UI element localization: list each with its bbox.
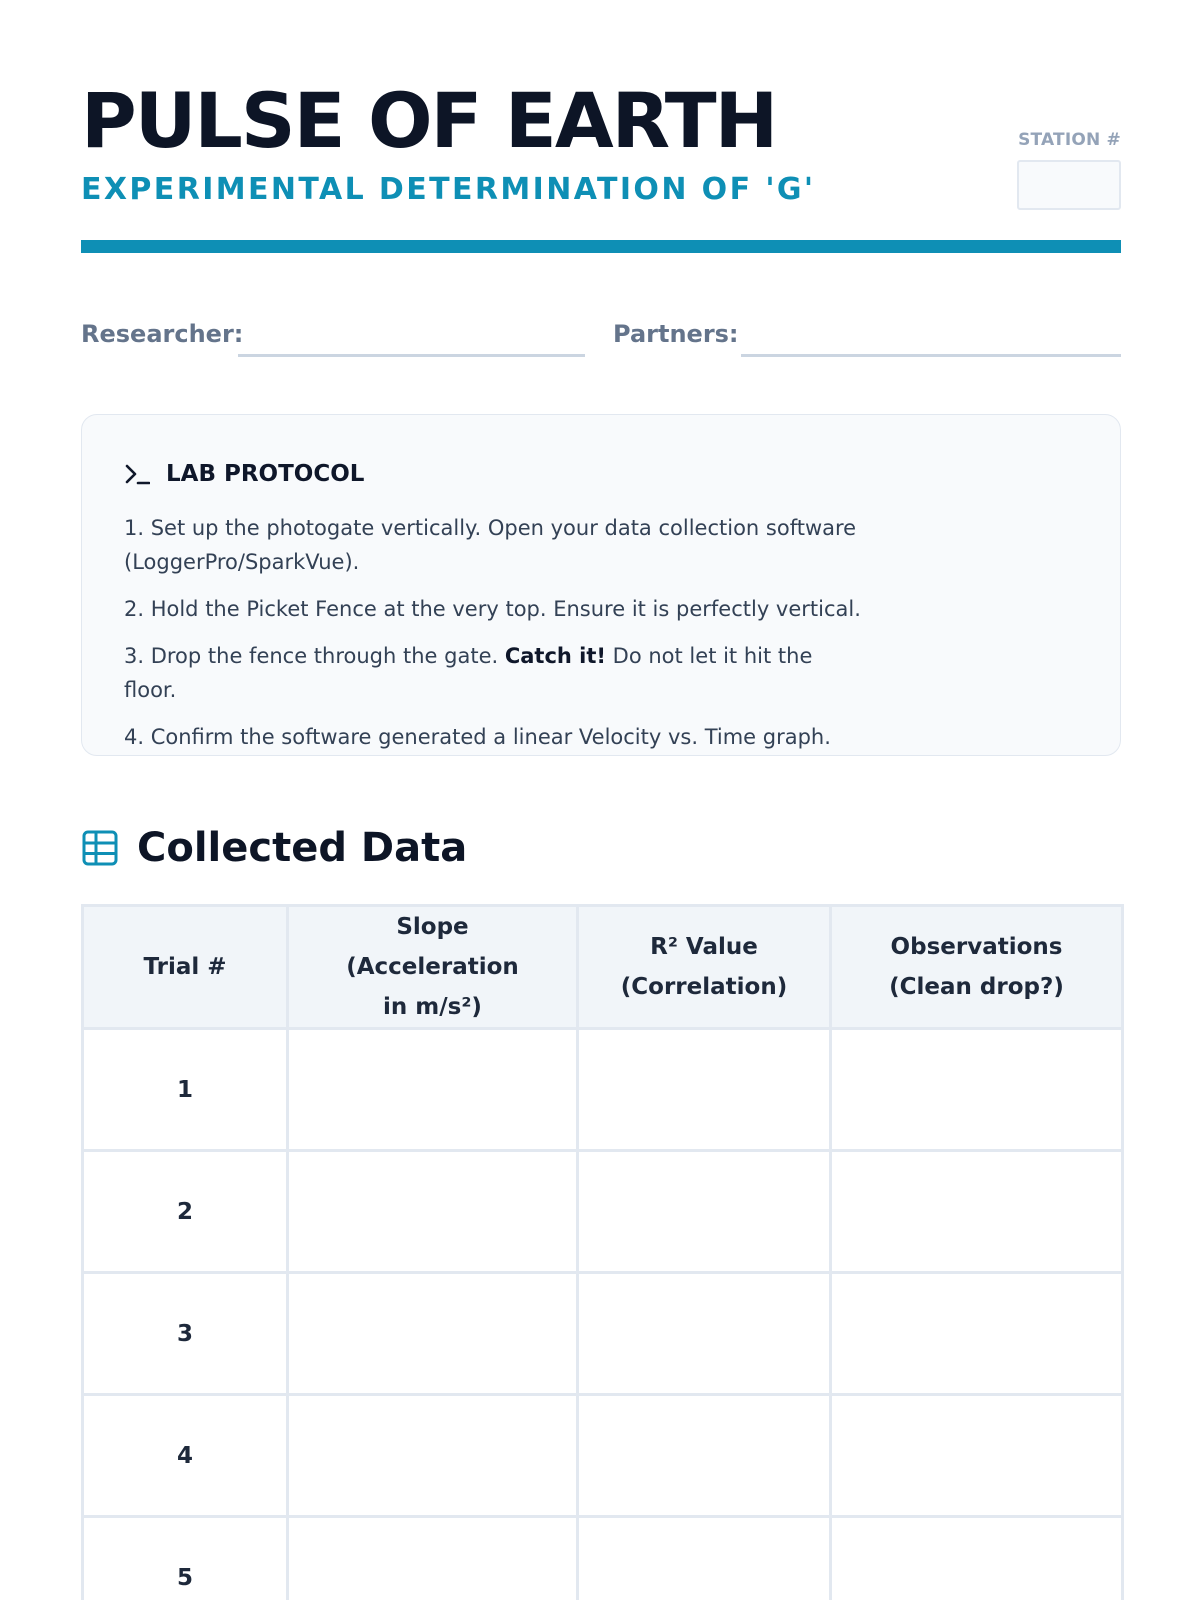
- collected-data-table: [81, 904, 1124, 1600]
- protocol-title: LAB PROTOCOL: [166, 461, 365, 487]
- observations-cell[interactable]: [831, 1151, 1123, 1273]
- partners-label: Partners:: [613, 320, 739, 348]
- observations-cell[interactable]: [831, 1029, 1123, 1151]
- station-number-field[interactable]: [1017, 160, 1121, 210]
- trial-number: 5: [83, 1517, 288, 1600]
- table-row: [83, 1517, 1123, 1600]
- protocol-step-3-emphasis: Catch it!: [504, 644, 606, 668]
- table-row: [83, 1029, 1123, 1151]
- column-header-r2: R² Value (Correlation): [578, 906, 831, 1029]
- r2-cell[interactable]: [578, 1273, 831, 1395]
- page-subtitle: EXPERIMENTAL DETERMINATION OF 'G': [81, 172, 816, 207]
- partners-field[interactable]: [741, 354, 1121, 357]
- protocol-step-4: 4. Confirm the software generated a linear Velocity vs. Time graph.: [124, 725, 831, 749]
- trial-number: 2: [83, 1151, 288, 1273]
- slope-cell[interactable]: [288, 1029, 578, 1151]
- header-divider: [81, 240, 1121, 253]
- observations-cell[interactable]: [831, 1273, 1123, 1395]
- trial-number: 4: [83, 1395, 288, 1517]
- protocol-step-1: 1. Set up the photogate vertically. Open your data collection software (LoggerPro/SparkVue).: [124, 516, 857, 574]
- researcher-field[interactable]: [238, 354, 585, 357]
- worksheet-page: [81, 0, 1121, 1600]
- trial-number: 1: [83, 1029, 288, 1151]
- protocol-step-2: 2. Hold the Picket Fence at the very top. Ensure it is perfectly vertical.: [124, 597, 861, 621]
- column-header-slope: Slope (Acceleration in m/s²): [288, 906, 578, 1029]
- collected-data-header: [81, 823, 467, 873]
- table-header-row: [83, 906, 1123, 1029]
- collected-data-title: Collected Data: [137, 825, 468, 871]
- slope-cell[interactable]: [288, 1273, 578, 1395]
- table-row: [83, 1273, 1123, 1395]
- slope-cell[interactable]: [288, 1151, 578, 1273]
- station-label: STATION #: [1018, 130, 1121, 150]
- slope-cell[interactable]: [288, 1517, 578, 1600]
- column-header-trial: Trial #: [83, 906, 288, 1029]
- trial-number: 3: [83, 1273, 288, 1395]
- researcher-label: Researcher:: [81, 320, 244, 348]
- r2-cell[interactable]: [578, 1517, 831, 1600]
- lab-protocol-panel: [81, 414, 1121, 756]
- protocol-header: [124, 459, 364, 489]
- terminal-prompt-icon: [124, 461, 150, 487]
- protocol-step-3-start: 3. Drop the fence through the gate.: [124, 644, 505, 668]
- page-title: PULSE OF EARTH: [81, 76, 777, 165]
- r2-cell[interactable]: [578, 1029, 831, 1151]
- r2-cell[interactable]: [578, 1151, 831, 1273]
- observations-cell[interactable]: [831, 1395, 1123, 1517]
- slope-cell[interactable]: [288, 1395, 578, 1517]
- column-header-observations: Observations (Clean drop?): [831, 906, 1123, 1029]
- table-row: [83, 1151, 1123, 1273]
- table-icon: [81, 829, 119, 867]
- protocol-step-3: [124, 639, 864, 707]
- table-row: [83, 1395, 1123, 1517]
- observations-cell[interactable]: [831, 1517, 1123, 1600]
- protocol-steps: [124, 511, 864, 767]
- protocol-step-3-end: Do not let it hit the floor.: [124, 644, 813, 702]
- r2-cell[interactable]: [578, 1395, 831, 1517]
